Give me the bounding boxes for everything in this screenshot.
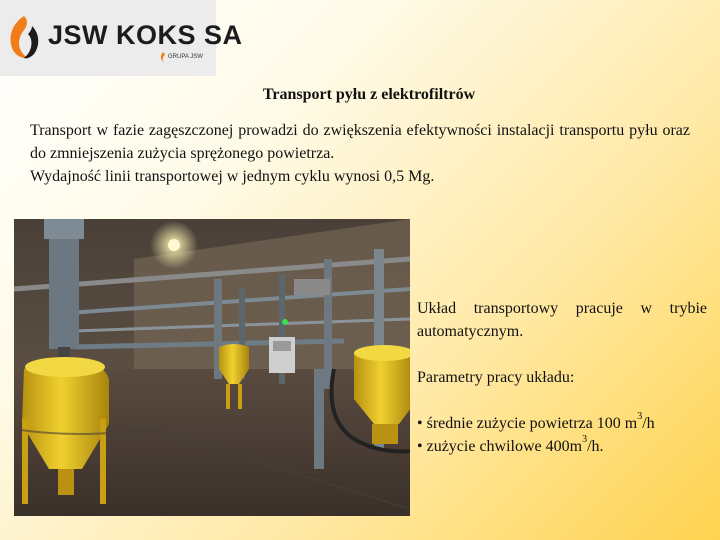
logo-flame-icon	[6, 14, 42, 60]
photo-illustration	[14, 219, 410, 516]
logo-group-label: GRUPA JSW	[168, 54, 203, 60]
parameter-average-air-unit: /h	[642, 415, 655, 432]
superscript-exponent: 3	[582, 434, 588, 445]
capacity-paragraph: Wydajność linii transportowej w jednym cyklu wynosi 0,5 Mg.	[30, 168, 435, 185]
spacer	[417, 389, 707, 412]
parameter-average-air	[417, 412, 707, 435]
company-logo	[0, 0, 243, 76]
automatic-mode-text: Układ transportowy pracuje w trybie automatycznym.	[417, 300, 707, 340]
logo-wordmark: JSW KOKS SA	[48, 20, 243, 50]
page-title: Transport pyłu z elektrofiltrów	[262, 86, 476, 103]
spacer	[417, 343, 707, 366]
parameter-peak-air-text: • zużycie chwilowe 400m	[417, 438, 583, 455]
installation-photo	[14, 219, 410, 516]
parameter-peak-air-unit: /h.	[587, 438, 604, 455]
logo-small-flame-icon	[160, 52, 167, 62]
operation-info	[417, 297, 707, 458]
superscript-exponent: 3	[637, 411, 643, 422]
lead-text	[30, 119, 690, 188]
parameter-peak-air	[417, 435, 707, 458]
parameter-average-air-text: • średnie zużycie powietrza 100 m	[417, 415, 638, 432]
lead-paragraph: Transport w fazie zagęszczonej prowadzi do zwiększenia efektywności instalacji transportu pyłu oraz do zmniejszenia zużycia sprężonego powietrza.	[30, 122, 690, 162]
parameters-heading: Parametry pracy układu:	[417, 369, 575, 386]
